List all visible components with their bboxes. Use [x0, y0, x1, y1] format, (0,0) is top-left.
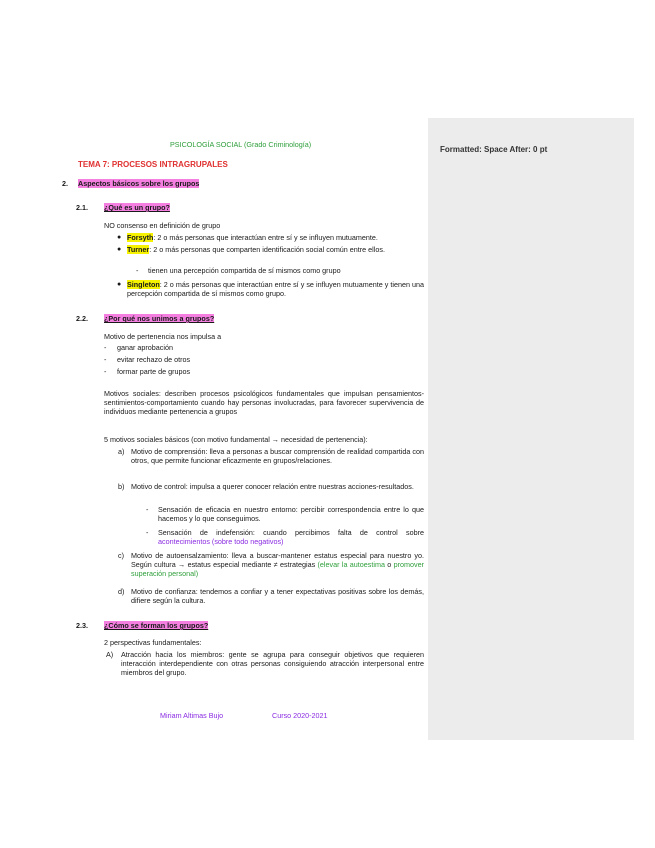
s22-item-d: Motivo de confianza: tendemos a confiar y a tener expectativas positivas sobre los demás, difiere según la cultura.: [131, 587, 424, 605]
s22-dash-item: evitar rechazo de otros: [117, 355, 191, 364]
s21-b2-sub-dash: -: [136, 266, 139, 275]
s22-b-sub1: Sensación de eficacia en nuestro entorno: percibir correspondencia entre lo que hacemos y lo que conseguimos.: [158, 505, 424, 523]
list-label: b): [118, 482, 125, 491]
footer-course: Curso 2020-2021: [272, 711, 328, 720]
s22-number: 2.2.: [76, 314, 88, 323]
s23-title: ¿Cómo se forman los grupos?: [104, 621, 209, 630]
s22-item-a: Motivo de comprensión: lleva a personas a buscar comprensión de realidad compartida con otros, que permite funcionar eficazmente en grupos/relaciones.: [131, 447, 424, 465]
bullet-icon: ●: [117, 246, 122, 253]
s22-dash-item: ganar aprobación: [117, 343, 173, 352]
s23-intro: 2 perspectivas fundamentales:: [104, 638, 202, 647]
dash-marker: -: [104, 343, 107, 352]
s21-b3: Singleton: 2 o más personas que interactúan entre sí y se influyen mutuamente y tienen una percepción compartida de sí mismos como grupo.: [127, 280, 424, 298]
s22-cinco-motivos: 5 motivos sociales básicos (con motivo fundamental → necesidad de pertenencia):: [104, 435, 368, 444]
s21-intro: NO consenso en definición de grupo: [104, 221, 221, 230]
document-header-title: PSICOLOGÍA SOCIAL (Grado Criminología): [170, 140, 312, 149]
s21-b2: Turner: 2 o más personas que comparten identificación social común entre ellos.: [127, 245, 385, 254]
s22-motivos-sociales: Motivos sociales: describen procesos psicológicos fundamentales que impulsan pensamientos-sentimientos-comportamiento cuando hay personas involucradas, para favorecer supervivencia de individuos mediante pertenencia a grupos: [104, 389, 424, 416]
list-label: d): [118, 587, 125, 596]
comment-pane: [428, 118, 634, 740]
s22-title: ¿Por qué nos unimos a grupos?: [104, 314, 215, 323]
s22-dash-item: formar parte de grupos: [117, 367, 191, 376]
s23-item-A: Atracción hacia los miembros: gente se agrupa para conseguir objetivos que requieren interacción interdependiente con otras personas consiguiendo atracción interpersonal entre miembros del grupo.: [121, 650, 424, 677]
s21-number: 2.1.: [76, 203, 88, 212]
bullet-icon: ●: [117, 234, 122, 241]
tema-title: TEMA 7: PROCESOS INTRAGRUPALES: [78, 160, 228, 169]
s22-b-sub2: Sensación de indefensión: cuando percibimos falta de control sobre acontecimientos (sobre todo negativos): [158, 528, 424, 546]
s21-title: ¿Qué es un grupo?: [104, 203, 170, 212]
s21-b2-sub: tienen una percepción compartida de sí mismos como grupo: [148, 266, 341, 275]
bullet-icon: ●: [117, 281, 122, 288]
dash-marker: -: [104, 367, 107, 376]
dash-marker: -: [146, 505, 149, 514]
section2-number: 2.: [62, 179, 68, 188]
list-label: c): [118, 551, 124, 560]
list-label: a): [118, 447, 125, 456]
list-label: A): [106, 650, 114, 659]
comment-label: Formatted: Space After: 0 pt: [440, 145, 548, 154]
dash-marker: -: [146, 528, 149, 537]
section2-title: Aspectos básicos sobre los grupos: [78, 179, 200, 188]
s23-number: 2.3.: [76, 621, 88, 630]
footer-author: Miriam Altimas Bujo: [160, 711, 224, 720]
s22-motivo-line: Motivo de pertenencia nos impulsa a: [104, 332, 222, 341]
s21-b1: Forsyth: 2 o más personas que interactúan entre sí y se influyen mutuamente.: [127, 233, 378, 242]
s22-item-b: Motivo de control: impulsa a querer conocer relación entre nuestras acciones-resultados.: [131, 482, 414, 491]
dash-marker: -: [104, 355, 107, 364]
s22-item-c: Motivo de autoensalzamiento: lleva a buscar-mantener estatus especial para nuestro yo. Según cultura → estatus especial mediante ≠ estrategias (elevar la autoestima o promover superación personal): [131, 551, 424, 578]
